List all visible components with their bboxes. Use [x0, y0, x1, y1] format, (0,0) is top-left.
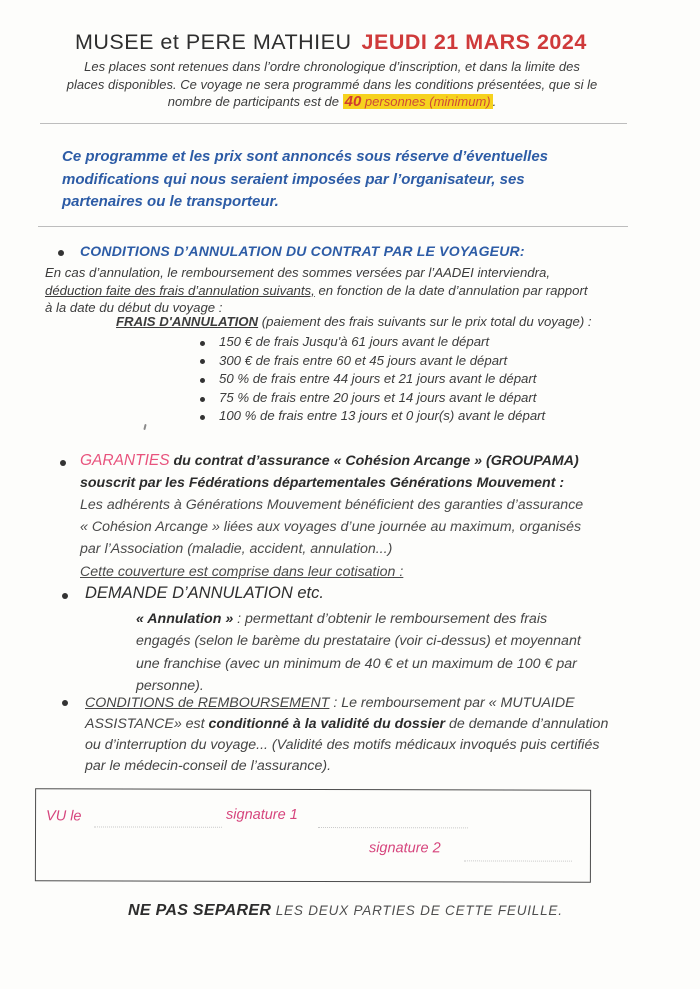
fees-label-suffix: (paiement des frais suivants sur le prix total du voyage) :: [258, 314, 592, 329]
bullet-point: [60, 460, 66, 466]
guarantees-section: [80, 450, 586, 583]
scan-speck: [143, 424, 146, 430]
divider-middle: [38, 226, 628, 227]
cancellation-request-body: [136, 608, 584, 698]
fees-intro-line: [116, 314, 656, 329]
min-participants-text: personnes (minimum): [361, 94, 491, 110]
fee-item: [200, 371, 545, 390]
footer-warning: [128, 902, 563, 920]
guarantees-heading: du contrat d’assurance « Cohésion Arcange » (GROUPAMA) souscrit par les Fédérations départementales Générations Mouvement :: [80, 453, 579, 491]
signature2-fill-line: [464, 860, 572, 861]
document-header: [75, 30, 587, 55]
cancellation-body-start: En cas d’annulation, le remboursement des sommes versées par l’AADEI interviendra,: [45, 265, 551, 280]
bullet-point: [200, 397, 205, 402]
cancellation-body-end: en fonction de la date d’annulation par rapport à la date du début du voyage :: [45, 282, 588, 316]
bullet-point: [200, 341, 205, 346]
guarantees-body: Les adhérents à Générations Mouvement bénéficient des garanties d’assurance « Cohésion Arcange » liées aux voyages d’une journée au maximum, organisés par l’Association (maladie, accident, annulation...): [80, 497, 584, 557]
cancellation-fees-list: [200, 334, 545, 427]
bullet-point: [62, 593, 68, 599]
signature2-label: signature 2: [368, 840, 441, 857]
fee-item: [200, 353, 545, 372]
bullet-point: [200, 359, 205, 364]
fee-item-text: 150 € de frais Jusqu'à 61 jours avant le départ: [219, 334, 490, 349]
reserve-notice-line-2: modifications qui nous seraient imposées par l’organisateur, ses: [62, 170, 525, 188]
fee-item-text: 75 % de frais entre 20 jours et 14 jours avant le départ: [219, 389, 537, 405]
cancellation-body-underlined: déduction faite des frais d’annulation suivants,: [45, 282, 315, 298]
refund-rest: de demande d’annulation ou d’interruption du voyage... (Validité des motifs médicaux invoqués puis certifiés par le médecin-conseil de l’assurance).: [85, 716, 609, 774]
bullet-point: [200, 378, 205, 383]
fee-item: [200, 408, 545, 427]
intro-line-3: [58, 93, 606, 111]
footer-warning-rest: LES DEUX PARTIES DE CETTE FEUILLE.: [271, 903, 563, 918]
bullet-point: [58, 250, 64, 256]
reserve-notice-line-3: partenaires ou le transporteur.: [62, 193, 279, 210]
divider-top: [40, 123, 627, 124]
fee-item-text: 50 % de frais entre 44 jours et 21 jours avant le départ: [219, 371, 537, 387]
intro-line-1: Les places sont retenues dans l’ordre chronologique d’inscription, et dans la limite des: [84, 59, 580, 74]
fee-item: [200, 334, 545, 353]
intro-line-2: places disponibles. Ce voyage ne sera programmé dans les conditions présentées, que si le: [66, 76, 598, 92]
date-fill-line: [94, 826, 222, 827]
page-date: JEUDI 21 MARS 2024: [361, 30, 587, 54]
annulation-term: « Annulation »: [136, 611, 234, 627]
min-participants-number: 40: [344, 93, 362, 111]
cancellation-request-heading: DEMANDE D’ANNULATION etc.: [85, 584, 324, 602]
highlighted-minimum: [343, 94, 493, 109]
cancellation-heading: CONDITIONS D’ANNULATION DU CONTRAT PAR LE VOYAGEUR:: [80, 243, 525, 259]
bullet-point: [62, 700, 68, 706]
signature1-label: signature 1: [226, 806, 298, 823]
footer-warning-bold: NE PAS SEPARER: [128, 902, 272, 919]
refund-section: [85, 693, 613, 777]
intro-line-3-text: nombre de participants est de: [167, 94, 343, 110]
refund-mid: : Le remboursement par « MUTUAIDE ASSISTANCE» est: [85, 695, 575, 732]
fee-item: [200, 390, 545, 409]
refund-bold: conditionné à la validité du dossier: [208, 716, 446, 732]
fees-label: FRAIS D'ANNULATION: [116, 314, 259, 329]
annulation-definition: : permettant d’obtenir le remboursement des frais engagés (selon le barème du prestataire (voir ci-dessus) et moyennant une franchise (avec un minimum de 40 € et un maximum de 100 € par personne).: [136, 611, 581, 695]
reserve-notice: [62, 146, 562, 214]
refund-heading: CONDITIONS de REMBOURSEMENT: [85, 695, 330, 711]
signature-box: [35, 788, 591, 882]
intro-period: .: [492, 94, 497, 110]
intro-paragraph: [58, 58, 606, 111]
cancellation-body: [45, 264, 597, 317]
guarantees-keyword: GARANTIES: [80, 452, 170, 469]
fee-item-text: 300 € de frais entre 60 et 45 jours avant le départ: [219, 352, 508, 368]
vu-le-label: VU le: [46, 808, 82, 825]
page-title: MUSEE et PERE MATHIEU: [75, 30, 352, 54]
signature1-fill-line: [318, 827, 468, 828]
fee-item-text: 100 % de frais entre 13 jours et 0 jour(s) avant le départ: [219, 408, 546, 424]
reserve-notice-line-1: Ce programme et les prix sont annoncés sous réserve d’éventuelles: [62, 148, 549, 165]
guarantees-underlined: Cette couverture est comprise dans leur cotisation :: [80, 564, 404, 580]
bullet-point: [200, 415, 205, 420]
